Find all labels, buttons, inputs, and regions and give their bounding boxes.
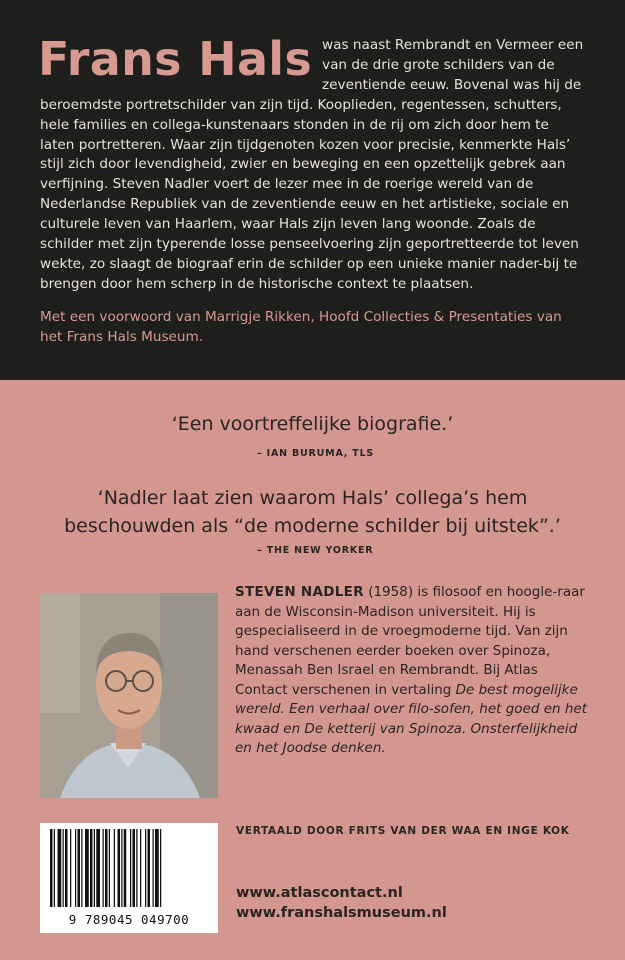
barcode-bar [118,829,121,907]
author-portrait-icon [40,593,218,798]
isbn-barcode [40,823,218,933]
barcode-bar [136,829,137,907]
barcode-bar [85,829,89,907]
review-attribution-2: – THE NEW YORKER [257,545,374,556]
translators-credit: VERTAALD DOOR FRITS VAN DER WAA EN INGE KOK [236,825,570,837]
barcode-bar [94,829,95,907]
intro-text: was naast Rembrandt en Vermeer een van de drie grote schilders van de zeventiende eeuw. Bovenal was hij de beroemdste portretschilder van zijn tijd. Kooplieden, regentessen, schutters, hele families en collega-kunstenaars stonden in de rij om zich door hem te laten portretteren. Waar zijn tijdgenoten kozen voor precisie, kenmerkte Hals’ stijl zich door levendigheid, zwier en beweging en een opzettelijk gebrek aan verfijning. Steven Nadler voert de lezer mee in de roerige wereld van de Nederlandse Republiek van de zeventiende eeuw en het artistieke, sociale en culturele leven van Haarlem, waar Hals zijn leven lang woonde. Zoals de schilder met zijn typerende losse penseelvoering zijn geportretteerde tot leven wekte, zo slaagt de biograaf erin de schilder op een unieke manier nader-bij te brengen door hem scherp in de historische context te plaatsen. [40,37,584,292]
review-attribution-1: – IAN BURUMA, TLS [257,448,375,459]
barcode-bar [63,829,64,907]
barcode-bar [78,829,81,907]
back-cover-bottom-panel [0,380,625,960]
barcode-bar [70,829,71,907]
barcode-bar [124,829,127,907]
review-quote-1: ‘Een voortreffelijke biografie.’ [171,413,454,435]
barcode-bar [65,829,68,907]
barcode-bars-icon [40,829,218,915]
barcode-bar [140,829,141,907]
barcode-bar [81,829,82,907]
barcode-bar [75,829,76,907]
author-bio-titles: De best mogelijke wereld. Een verhaal over filo-sofen, het goed en het kwaad en De ketterij van Spinoza. Onsterfelijkheid en het Joodse denken. [235,681,588,756]
barcode-bar [50,829,53,907]
barcode-bar [155,829,159,907]
barcode-bar [153,829,154,907]
back-cover-top-panel [0,0,625,380]
barcode-bar [90,829,93,907]
barcode-bar [109,829,110,907]
author-bio [235,583,590,759]
author-bio-text: (1958) is filosoof en hoogle-raar aan de Wisconsin-Madison universiteit. Hij is gespecialiseerd in de vroegmoderne tijd. Van zijn hand verschenen eerder boeken over Spinoza, Menassah Ben Israel en Rembrandt. Bij Atlas Contact verschenen in vertaling [235,584,585,698]
author-name: STEVEN NADLER [235,584,364,600]
intro-paragraph [38,32,585,295]
url-franshalsmuseum[interactable]: www.franshalsmuseum.nl [236,905,447,921]
url-atlascontact[interactable]: www.atlascontact.nl [236,885,403,901]
barcode-bar [148,829,151,907]
barcode-bar [58,829,62,907]
barcode-bar [114,829,115,907]
author-photo [40,593,218,798]
title-frans-hals: Frans Hals [38,32,313,86]
barcode-bar [121,829,122,907]
barcode-bar [145,829,146,907]
barcode-bar [96,829,100,907]
foreword-note: Met een voorwoord van Marrigje Rikken, Hoofd Collecties & Presentaties van het Frans Hals Museum. [40,309,562,345]
barcode-bar [130,829,131,907]
review-quote-2: ‘Nadler laat zien waarom Hals’ collega’s hem beschouwden als “de moderne schilder bij uitstek”.’ [64,487,561,537]
barcode-bar [54,829,55,907]
barcode-bar [133,829,136,907]
barcode-bar [105,829,108,907]
isbn-number: 9 789045 049700 [68,912,190,927]
barcode-bar [160,829,161,907]
barcode-bar [103,829,104,907]
